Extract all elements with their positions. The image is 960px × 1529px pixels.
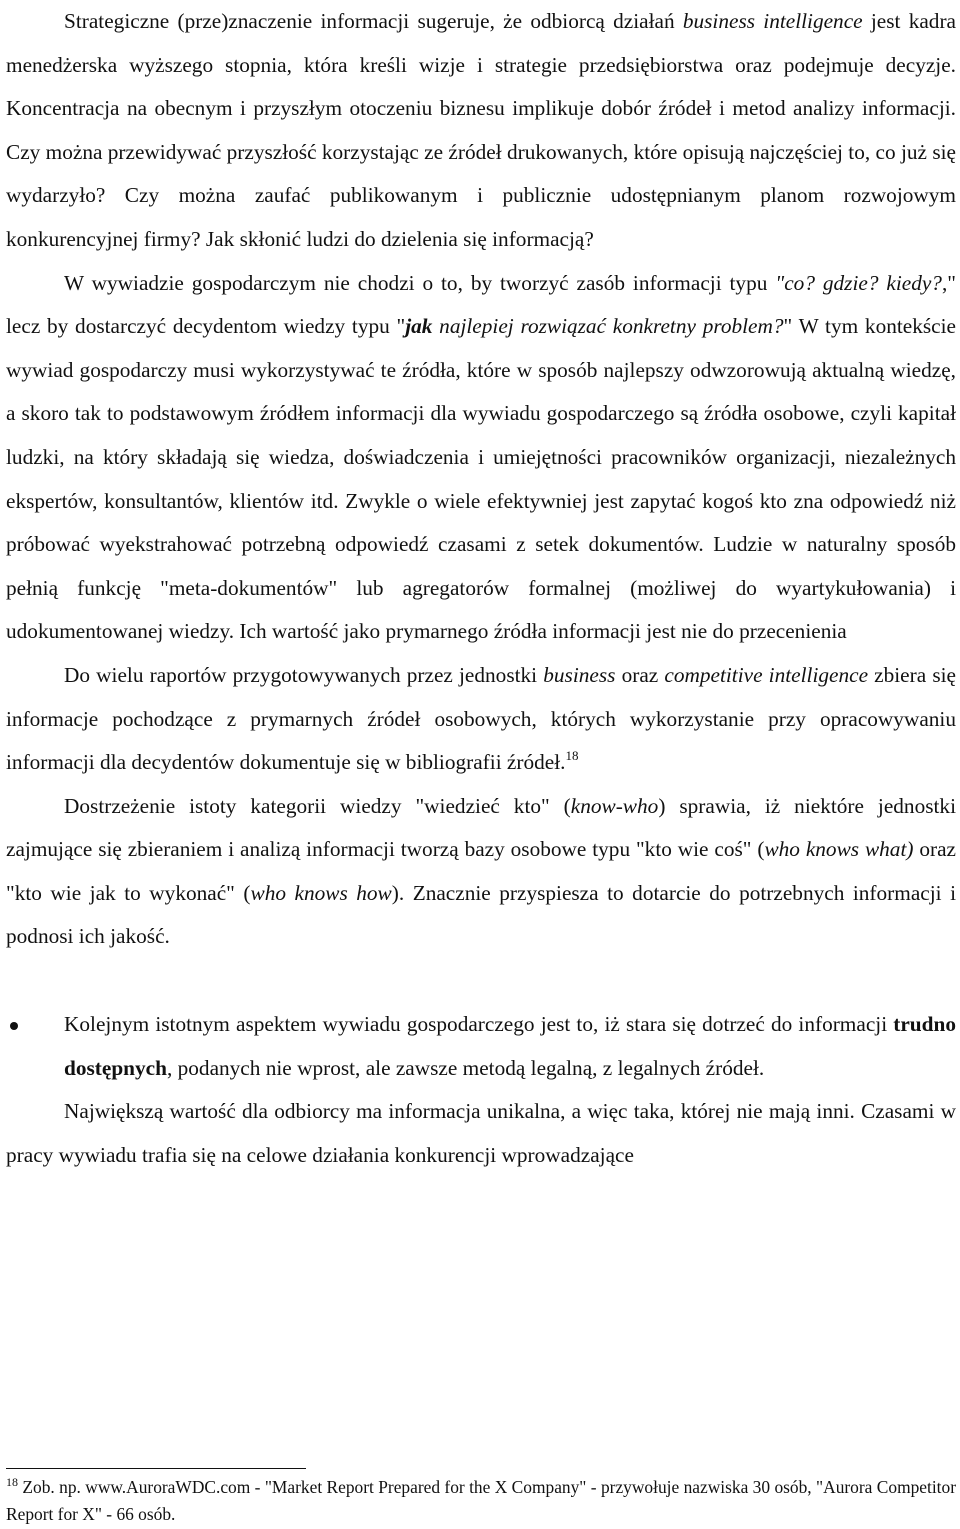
italic-term: "co? gdzie? kiedy? [775, 270, 942, 295]
paragraph-economic-intelligence: W wywiadzie gospodarczym nie chodzi o to, by tworzyć zasób informacji typu "co? gdzie? kiedy?," lecz by dostarczyć decydentom wiedzy typu "jak najlepiej rozwiązać konkretny problem?" W tym kontekście wywiad gospodarczy musi wykorzystywać te źródła, które w sposób najlepszy odwzorowują aktualną wiedzę, a skoro tak to podstawowym źródłem informacji dla wywiadu gospodarczego są źródła osobowe, czyli kapitał ludzki, na który składają się wiedza, doświadczenia i umiejętności pracowników organizacji, niezależnych ekspertów, konsultantów, klientów itd. Zwykle o wiele efektywniej jest zapytać kogoś kto zna odpowiedź niż próbować wyekstrahować potrzebną odpowiedź czasami z setek dokumentów. Ludzie w naturalny sposób pełnią funkcję "meta-dokumentów" lub agregatorów formalnej (możliwej do wyartykułowania) i udokumentowanej wiedzy. Ich wartość jako prymarnego źródła informacji jest nie do przecenienia [6, 270, 956, 644]
italic-term: who knows what) [764, 837, 914, 862]
paragraph-know-who: Dostrzeżenie istoty kategorii wiedzy "wiedzieć kto" (know-who) sprawia, iż niektóre jednostki zajmujące się zbieraniem i analizą informacji tworzą bazy osobowe typu "kto wie coś" (who knows what) oraz "kto wie jak to wykonać" (who knows how). Znacznie przyspiesza to dotarcie do potrzebnych informacji i podnosi ich jakość. [6, 793, 956, 949]
italic-term: competitive intelligence [664, 662, 869, 687]
document-page [6, 0, 956, 1177]
italic-term: who knows how [250, 880, 392, 905]
footnote [6, 1474, 956, 1528]
bullet-text: Kolejnym istotnym aspektem wywiadu gospodarczego jest to, iż stara się dotrzeć do informacji trudno dostępnych, podanych nie wprost, ale zawsze metodą legalną, z legalnych źródeł. [64, 1012, 956, 1080]
footnote-text: Zob. np. www.AuroraWDC.com - "Market Report Prepared for the X Company" - przywołuje nazwiska 30 osób, "Aurora Competitor Report for X" - 66 osób. [6, 1477, 956, 1524]
footnote-reference[interactable]: 18 [565, 748, 579, 764]
paragraph-unique-information: Największą wartość dla odbiorcy ma informacja unikalna, a więc taka, której nie mają inni. Czasami w pracy wywiadu trafia się na celowe działania konkurencji wprowadzające [6, 1099, 956, 1167]
bullet-item [6, 1003, 956, 1090]
footnote-separator [6, 1468, 306, 1469]
footnote-number: 18 [6, 1475, 18, 1489]
italic-term: najlepiej rozwiązać konkretny problem? [432, 314, 784, 339]
italic-term: business intelligence [682, 9, 863, 33]
bullet-icon [10, 1022, 18, 1030]
italic-term: know-who [570, 793, 659, 818]
bold-term: trudno dostępnych [64, 1012, 956, 1080]
paragraph-reports: Do wielu raportów przygotowywanych przez jednostki business oraz competitive intelligence zbiera się informacje pochodzące z prymarnych źródeł osobowych, których wykorzystanie przy opracowywaniu informacji dla decydentów dokumentuje się w bibliografii źródeł.$^{18}$ [6, 662, 956, 775]
italic-term: business [543, 662, 616, 687]
bold-italic-term: jak [405, 314, 433, 339]
paragraph-strategic-significance: Strategiczne (prze)znaczenie informacji sugeruje, że odbiorcą działań business intelligence jest kadra menedżerska wyższego stopnia, która kreśli wizje i strategie przedsiębiorstwa oraz podejmuje decyzje. Koncentracja na obecnym i przyszłym otoczeniu biznesu implikuje dobór źródeł i metod analizy informacji. Czy można przewidywać przyszłość korzystając ze źródeł drukowanych, które opisują najczęściej to, co już się wydarzyło? Czy można zaufać publikowanym i publicznie udostępnianym planom rozwojowym konkurencyjnej firmy? Jak skłonić ludzi do dzielenia się informacją? [6, 9, 956, 251]
